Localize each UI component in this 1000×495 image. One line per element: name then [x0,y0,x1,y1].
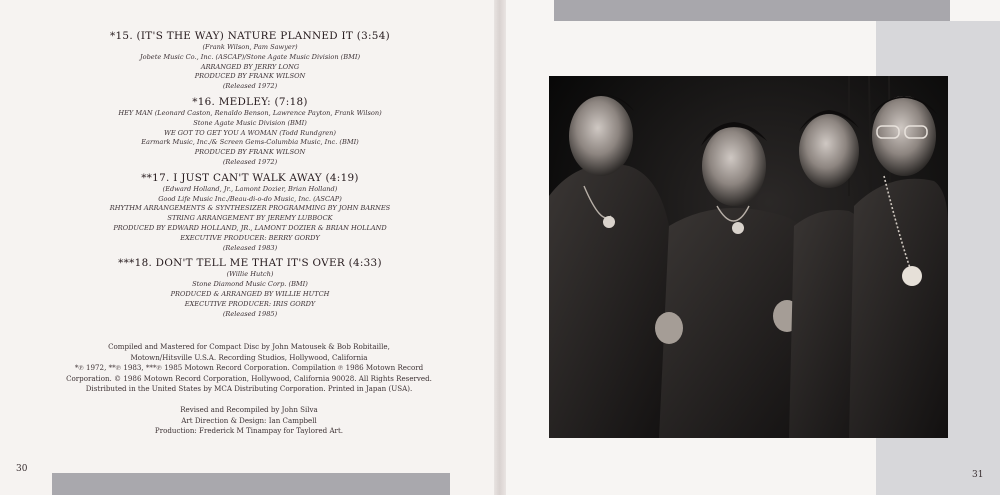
credit-line: Compiled and Mastered for Compact Disc by John Matousek & Bob Robitaille, [108,342,390,351]
track-title: *15. (IT'S THE WAY) NATURE PLANNED IT (3:54) [110,30,390,42]
track-listing [60,30,440,323]
track-line: (Willie Hutch) [226,270,274,279]
track-line: (Released 1972) [222,82,278,91]
group-photo-illustration [549,76,948,438]
design-credits [40,405,458,437]
track-line: EXECUTIVE PRODUCER: IRIS GORDY [184,299,316,308]
group-photo [549,76,948,438]
credit-line: Production: Frederick M Tinampay for Taylored Art. [154,426,344,436]
credit-line: Motown/Hitsville U.S.A. Recording Studios, Hollywood, California [130,352,368,362]
top-stripe [554,0,950,21]
track-line: EXECUTIVE PRODUCER: BERRY GORDY [180,233,320,242]
track-line: Jobete Music Co., Inc. (ASCAP)/Stone Agate Music Division (BMI) [139,52,361,61]
track-line: STRING ARRANGEMENT BY JEREMY LUBBOCK [167,214,333,223]
track-line: PRODUCED BY FRANK WILSON [194,148,306,157]
track-line: PRODUCED BY EDWARD HOLLAND, JR., LAMONT DOZIER & BRIAN HOLLAND [113,223,387,232]
credit-line: Distributed in the United States by MCA Distributing Corporation. Printed in Japan (USA). [85,384,413,394]
credit-line: *℗ 1972, **℗ 1983, ***℗ 1985 Motown Record Corporation. Compilation ℗ 1986 Motown Record [74,363,424,373]
track-line: Good Life Music Inc./Beau-di-o-do Music, Inc. (ASCAP) [158,194,342,203]
track-17 [60,172,440,254]
track-line: (Released 1983) [222,243,278,252]
bottom-stripe [52,473,450,495]
track-line: PRODUCED BY FRANK WILSON [194,72,306,81]
track-16 [60,96,440,168]
track-line: (Released 1985) [222,309,278,318]
page-number-right: 31 [972,470,984,480]
track-18 [60,257,440,319]
track-line: (Released 1972) [222,157,278,166]
track-title: **17. I JUST CAN'T WALK AWAY (4:19) [141,171,359,184]
track-line: Earmark Music, Inc./& Screen Gems-Columbia Music, Inc. (BMI) [141,138,359,147]
compilation-credits [40,342,458,395]
track-line: ARRANGED BY JERRY LONG [200,62,300,71]
track-line: (Edward Holland, Jr., Lamont Dozier, Brian Holland) [162,184,338,193]
track-line: WE GOT TO GET YOU A WOMAN (Todd Rundgren) [164,128,336,137]
track-title: ***18. DON'T TELL ME THAT IT'S OVER (4:33) [118,257,382,270]
track-line: PRODUCED & ARRANGED BY WILLIE HUTCH [170,289,330,298]
track-line: (Frank Wilson, Pam Sawyer) [202,43,298,51]
track-15 [60,30,440,92]
track-line: Stone Agate Music Division (BMI) [193,118,307,127]
credit-line: Revised and Recompiled by John Silva [180,405,318,414]
track-line: HEY MAN (Leonard Caston, Renaldo Benson, Lawrence Payton, Frank Wilson) [118,108,382,117]
credit-line: Art Direction & Design: Ian Campbell [181,415,317,425]
credit-line: Corporation. © 1986 Motown Record Corporation, Hollywood, California 90028. All Rights Reserved. [66,373,432,383]
track-title: *16. MEDLEY: (7:18) [192,95,308,108]
page-number-left: 30 [16,464,28,474]
track-line: RHYTHM ARRANGEMENTS & SYNTHESIZER PROGRAMMING BY JOHN BARNES [109,204,391,213]
track-line: Stone Diamond Music Corp. (BMI) [192,280,308,289]
